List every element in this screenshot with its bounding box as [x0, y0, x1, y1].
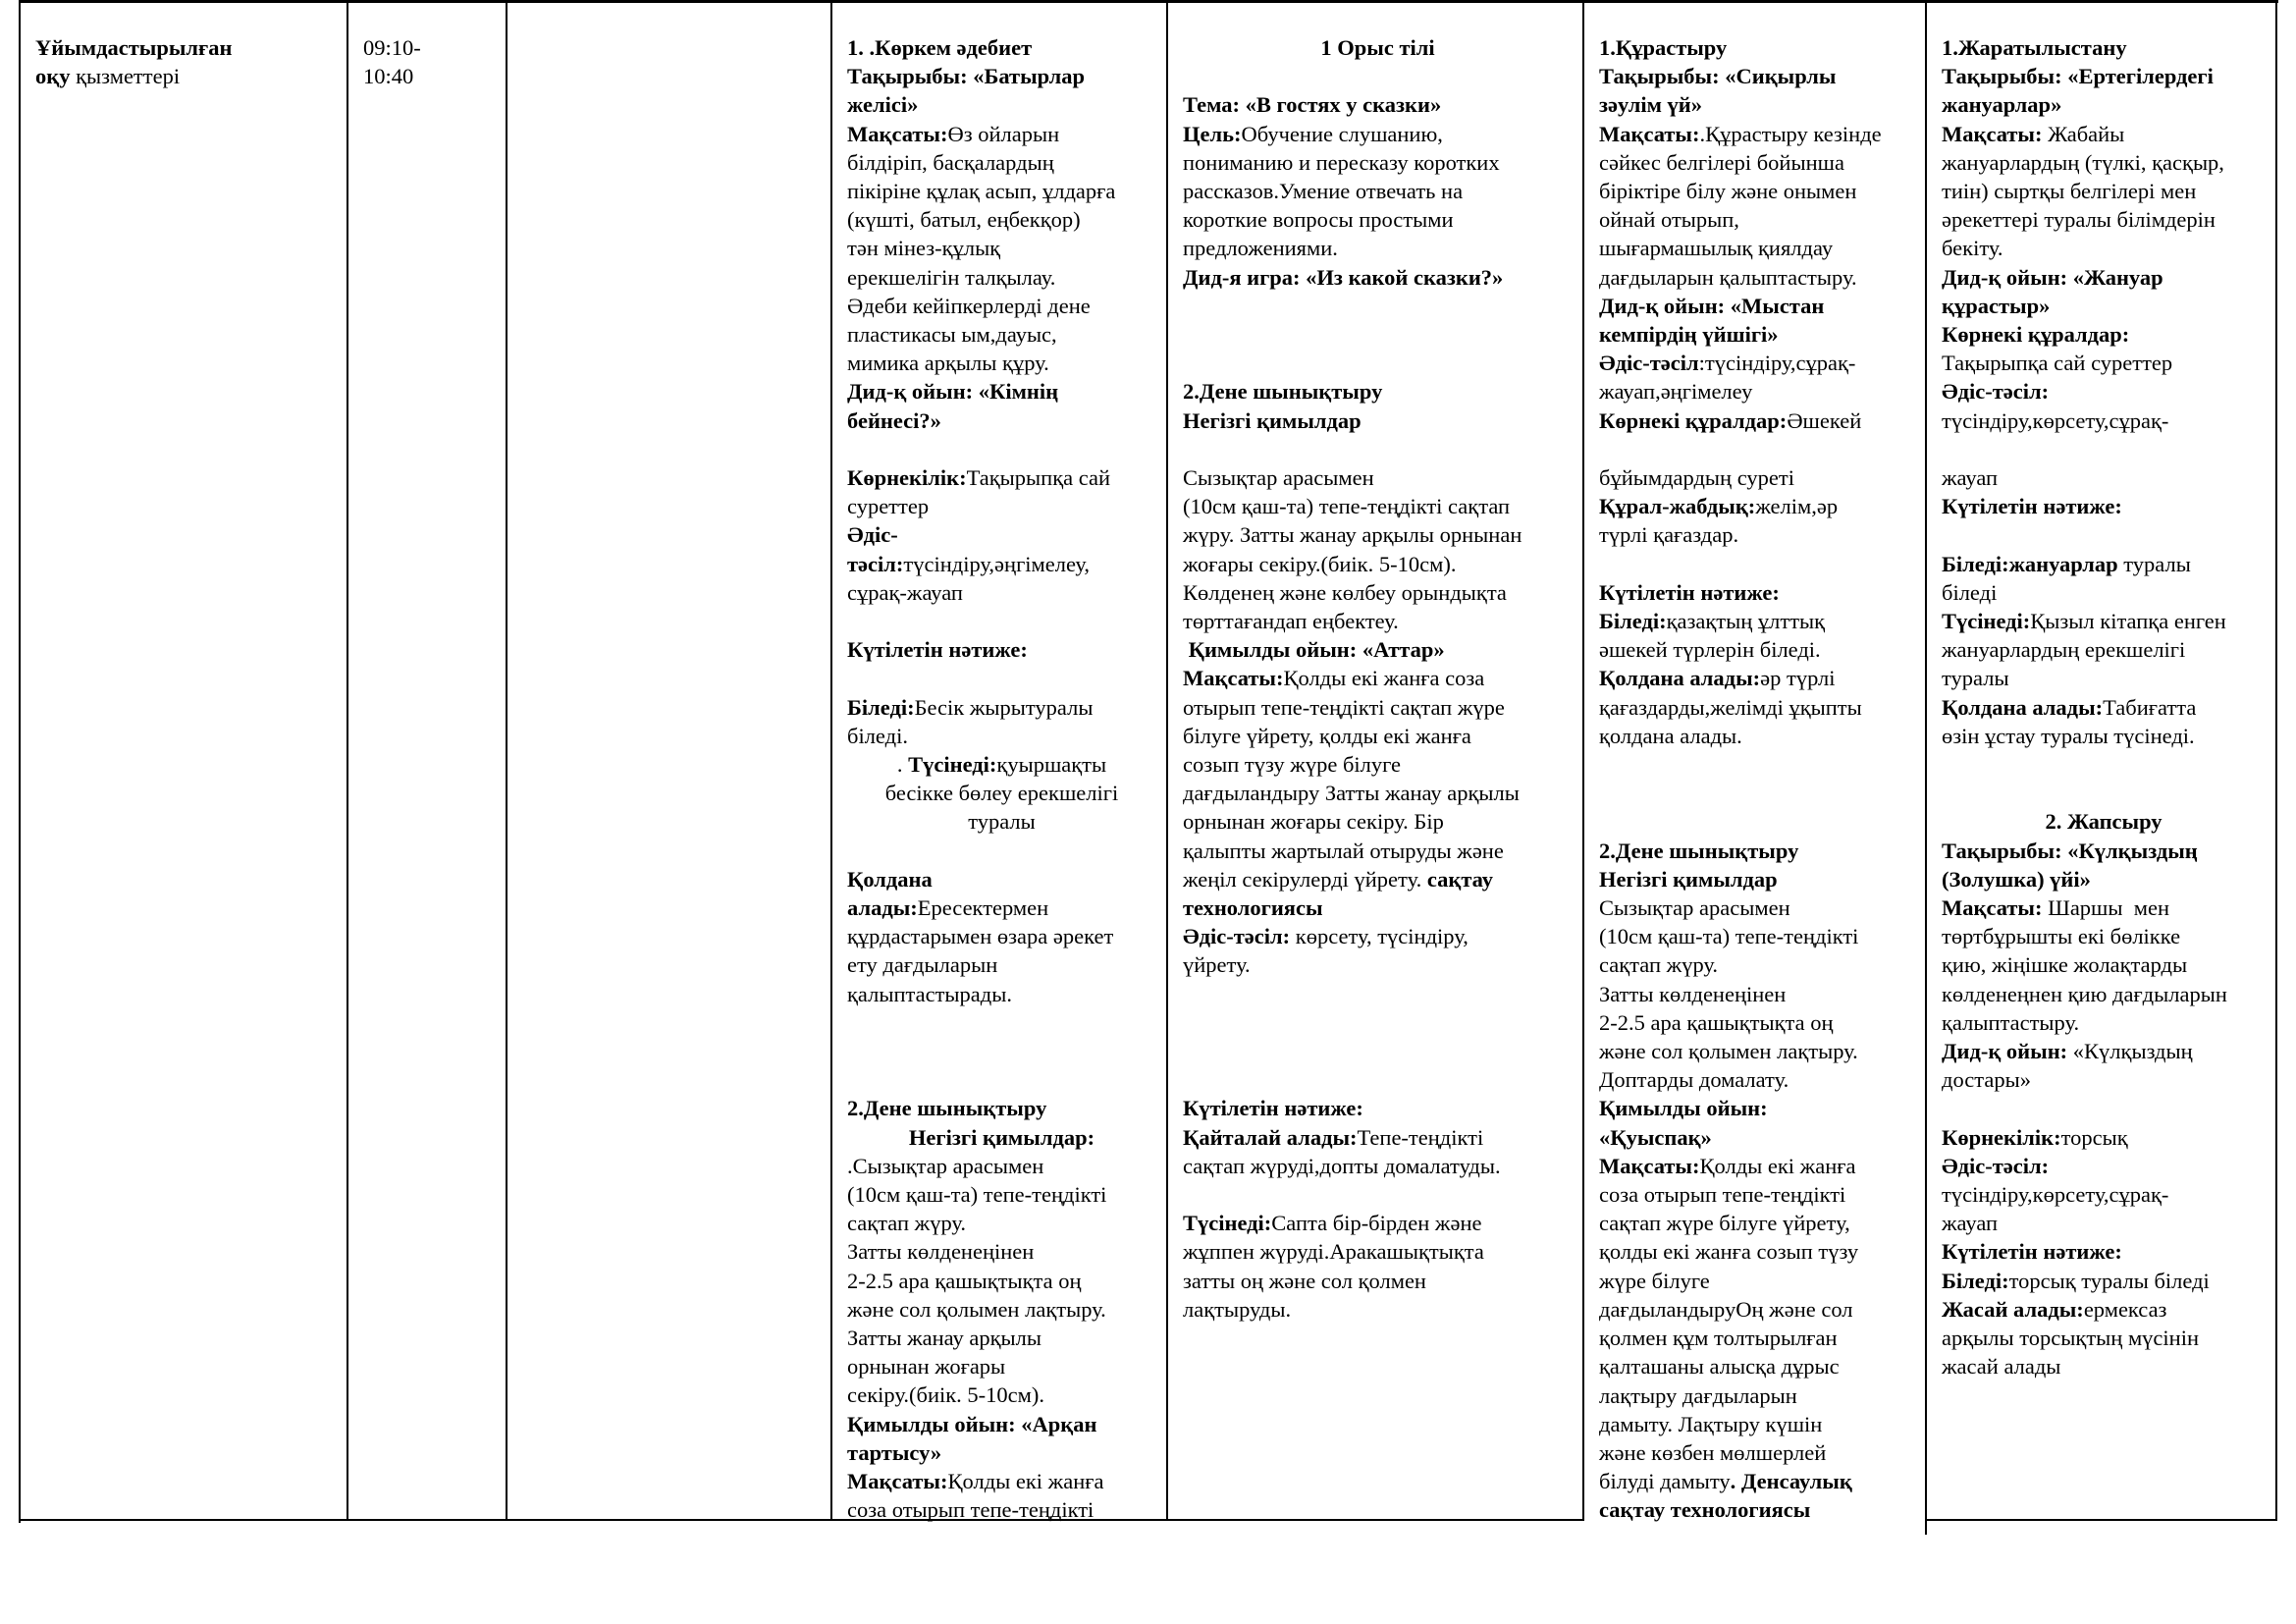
- game-label: Дид-қ ойын:: [1942, 1039, 2068, 1064]
- text-line: соза отырып тепе-теңдікті: [1599, 1182, 1846, 1208]
- text-line: Сызықтар арасымен: [1599, 895, 1790, 921]
- text-run: білуді дамыту: [1599, 1469, 1731, 1494]
- visuals-label: Көрнекі құралдар:: [1942, 322, 2130, 348]
- goal-text: Жабайы: [2042, 121, 2125, 146]
- text-line: жұппен жүруді.Аракашықтықта: [1183, 1239, 1484, 1265]
- lesson-title: 2.Дене шынықтыру: [1183, 379, 1383, 405]
- topic-line: Тема: «В гостях у сказки»: [1183, 92, 1442, 118]
- text-line: лақтыру дағдыларын: [1599, 1382, 1797, 1408]
- text-line: лақтыруды.: [1183, 1296, 1292, 1322]
- can-apply-label: Қолдана алады:: [1599, 666, 1761, 691]
- visuals-line: [1599, 406, 1915, 435]
- understands-line: [1942, 607, 2266, 635]
- game-line: Дид-қ ойын: «Кімнің: [847, 379, 1059, 405]
- goal-line: [1942, 893, 2266, 922]
- goal-line: [1599, 120, 1915, 148]
- cell-day-2: [1168, 3, 1584, 1521]
- text-line: [1599, 1467, 1915, 1495]
- visuals-label: Көрнекілік:: [1942, 1124, 2061, 1150]
- text-line: түсіндіру,көрсету,сұрақ-: [1942, 407, 2169, 433]
- text-line: пониманию и пересказу коротких: [1183, 149, 1500, 175]
- goal-label: Мақсаты:: [847, 1469, 948, 1494]
- can-apply-text: Табиғатта: [2103, 694, 2197, 720]
- text-line: Затты көлденеңінен: [1599, 981, 1787, 1006]
- text-line: Тақырыпқа сай суреттер: [1942, 351, 2173, 376]
- goal-text: Өз ойларын: [947, 121, 1060, 146]
- method-line: [1599, 349, 1915, 377]
- goal-label: Мақсаты:: [1599, 121, 1700, 146]
- knows-line: [847, 693, 1156, 722]
- text-line: жүру. Затты жанау арқылы орнынан: [1183, 522, 1522, 548]
- text-line: секіру.(биік. 5-10см).: [847, 1382, 1045, 1408]
- can-repeat-text: Тепе-теңдікті: [1357, 1124, 1484, 1150]
- text-line: достары»: [1942, 1067, 2031, 1093]
- text-line: әшекей түрлерін біледі.: [1599, 637, 1821, 663]
- text-line: көлденеңнен қию дағдыларын: [1942, 981, 2227, 1006]
- goal-label: Мақсаты:: [847, 121, 948, 146]
- text-line: қалташаны алысқа дұрыс: [1599, 1354, 1840, 1380]
- activity-type-subtitle: [35, 62, 337, 90]
- can-repeat-label: Қайталай алады:: [1183, 1124, 1358, 1150]
- text-line: қалыптастыру.: [1942, 1009, 2080, 1035]
- text-line: төртбұрышты екі бөлікке: [1942, 924, 2181, 949]
- knows-text: Бесік жырытуралы: [914, 694, 1094, 720]
- text-line: (күшті, батыл, еңбекқор): [847, 207, 1081, 233]
- game-line: [1942, 1037, 2266, 1065]
- text-line: бекіту.: [1942, 236, 2003, 261]
- equipment-label: Құрал-жабдық:: [1599, 494, 1756, 519]
- text-line: біріктіре білу және онымен: [1599, 179, 1857, 204]
- schedule-table: [19, 0, 2278, 1523]
- visuals-text: Тақырыпқа сай: [966, 465, 1111, 491]
- method-text: :түсіндіру,сұрақ-: [1698, 351, 1856, 376]
- goal-text: Қолды екі жанға: [947, 1469, 1104, 1494]
- time-end: 10:40: [363, 64, 414, 89]
- can-apply-label: Қолдана: [847, 866, 933, 892]
- knows-line: [1942, 1267, 2266, 1295]
- text-line: ету дағдыларын: [847, 952, 998, 978]
- text-line: суреттер: [847, 494, 930, 519]
- game-line: бейнесі?»: [847, 407, 941, 433]
- text-line: пластикасы ым,дауыс,: [847, 322, 1057, 348]
- understands-text: Сапта бір-бірден және: [1271, 1211, 1482, 1236]
- text-line: және сол қолымен лақтыру.: [847, 1296, 1106, 1322]
- text-line: жасай алады: [1942, 1354, 2061, 1380]
- text-line: сақтап жүре білуге үйрету,: [1599, 1211, 1850, 1236]
- understands-line: [847, 750, 1156, 779]
- text-line: Сызықтар арасымен: [1183, 465, 1374, 490]
- understands-line: [1183, 1209, 1573, 1237]
- lesson-title: 2. Жапсыру: [2045, 809, 2163, 835]
- method-line: [1183, 922, 1573, 950]
- knows-text: туралы: [2117, 551, 2191, 576]
- lesson-title: 1 Орыс тілі: [1320, 35, 1435, 60]
- expected-result-heading: Күтілетін нәтиже:: [1183, 1096, 1363, 1121]
- text-line: рассказов.Умение отвечать на: [1183, 179, 1464, 203]
- knows-line: [1942, 550, 2266, 578]
- method-label: Әдіс-тәсіл:: [1942, 1153, 2050, 1178]
- goal-line: [1183, 120, 1573, 148]
- text-line: және сол қолымен лақтыру.: [1599, 1039, 1858, 1064]
- equipment-text: желім,әр: [1755, 494, 1839, 519]
- text-line: жауап: [1942, 1211, 1999, 1236]
- goal-text: Қолды екі жанға соза: [1283, 666, 1485, 691]
- text-line: жоғары секіру.(биік. 5-10см).: [1183, 551, 1457, 576]
- can-apply-label: Қолдана алады:: [1942, 694, 2104, 720]
- text-line: отырып тепе-теңдікті сақтап жүре: [1183, 694, 1505, 720]
- game-line: Қимылды ойын: «Аттар»: [1183, 637, 1445, 663]
- cell-empty: [507, 3, 832, 1521]
- topic-line: жануарлар»: [1942, 92, 2062, 118]
- goal-line: [1599, 1152, 1915, 1180]
- can-apply-line: [1942, 693, 2266, 722]
- text-line: білуге үйрету, қолды екі жанға: [1183, 723, 1471, 748]
- expected-result-heading: Күтілетін нәтиже:: [1942, 494, 2122, 519]
- visuals-label: Көрнекі құралдар:: [1599, 407, 1788, 433]
- subheading: Негізгі қимылдар: [1599, 866, 1778, 892]
- can-apply-text: әр түрлі: [1760, 666, 1836, 691]
- text-line: төрттағандап еңбектеу.: [1183, 609, 1399, 634]
- text-line: бұйымдардың суреті: [1599, 465, 1794, 491]
- text-line: туралы: [1942, 666, 2009, 691]
- text-line: түсіндіру,көрсету,сұрақ-: [1942, 1182, 2169, 1208]
- text-line: сұрақ-жауап: [847, 579, 963, 605]
- text-line: пікіріне құлақ асып, ұлдарға: [847, 179, 1116, 204]
- goal-text: Қолды екі жанға: [1699, 1153, 1856, 1178]
- game-line: Дид-я игра: «Из какой сказки?»: [1183, 264, 1504, 290]
- text-line: 2-2.5 ара қашықтықта оң: [847, 1268, 1082, 1293]
- goal-line: [1183, 664, 1573, 692]
- activity-type-bold: оқу: [35, 64, 71, 89]
- text-line: жүре білуге: [1599, 1268, 1710, 1293]
- visuals-line: [1942, 1123, 2266, 1152]
- topic-line: (Золушка) үйі»: [1942, 866, 2091, 892]
- method-text: көрсету, түсіндіру,: [1290, 924, 1468, 949]
- topic-line: желісі»: [847, 92, 919, 118]
- time-start: 09:10-: [363, 35, 421, 60]
- text-line: дамыту. Лақтыру күшін: [1599, 1411, 1823, 1436]
- understands-label: Түсінеді:: [1942, 609, 2031, 634]
- knows-text: қазақтың ұлттық: [1666, 609, 1826, 634]
- text-line: жануарлардың ерекшелігі: [1942, 637, 2186, 663]
- text-line: жануарлардың (түлкі, қасқыр,: [1942, 149, 2224, 175]
- lesson-title: 1.Құрастыру: [1599, 35, 1728, 60]
- method-text: түсіндіру,әңгімелеу,: [903, 551, 1091, 576]
- goal-label: Мақсаты:: [1599, 1153, 1700, 1178]
- can-make-text: ермексаз: [2083, 1296, 2167, 1322]
- text-line: тиін) сыртқы белгілері мен: [1942, 179, 2197, 204]
- visuals-line: [847, 463, 1156, 492]
- game-line: құрастыр»: [1942, 293, 2051, 318]
- text-line: сақтап жүруді,допты домалатуды.: [1183, 1153, 1501, 1178]
- goal-line: [847, 1467, 1156, 1495]
- game-line: Дид-қ ойын: «Мыстан: [1599, 293, 1825, 318]
- goal-text: Обучение слушанию,: [1241, 121, 1443, 146]
- understands-label: Түсінеді:: [1183, 1211, 1272, 1236]
- text-line: жауап,әңгімелеу: [1599, 379, 1753, 405]
- text-line: қолдана алады.: [1599, 723, 1742, 748]
- equipment-line: [1599, 492, 1915, 520]
- lesson-title: 1. .Көркем әдебиет: [847, 35, 1033, 60]
- text-line: біледі.: [847, 723, 908, 748]
- text-line: (10см қаш-та) тепе-теңдікті: [847, 1182, 1107, 1208]
- game-text: «Күлқыздың: [2067, 1039, 2193, 1064]
- method-label: Әдіс-тәсіл:: [1942, 379, 2050, 405]
- understands-label: Түсінеді:: [908, 752, 997, 778]
- text-line: және көзбен мөлшерлей: [1599, 1439, 1827, 1465]
- text-line: Затты жанау арқылы: [847, 1326, 1042, 1351]
- topic-line: Тақырыбы: «Күлқыздың: [1942, 838, 2198, 863]
- text-line: тән мінез-құлық: [847, 236, 1001, 261]
- text-line: шығармашылық қиялдау: [1599, 236, 1834, 261]
- knows-label: Біледі:: [1599, 609, 1667, 634]
- text-line: қалыпты жартылай отыруды және: [1183, 838, 1504, 863]
- text-line: Көлденең және көлбеу орындықта: [1183, 579, 1507, 605]
- health-label: сақтау технологиясы: [1599, 1497, 1811, 1523]
- health-label: . Денсаулық: [1730, 1469, 1852, 1494]
- visuals-text: Әшекей: [1787, 407, 1862, 433]
- topic-line: Тақырыбы: «Ертегілердегі: [1942, 64, 2214, 89]
- game-line: кемпірдің үйшігі»: [1599, 322, 1779, 348]
- can-repeat-line: [1183, 1123, 1573, 1152]
- text-line: қағаздарды,желімді ұқыпты: [1599, 694, 1862, 720]
- goal-label: Мақсаты:: [1183, 666, 1284, 691]
- game-line: Дид-қ ойын: «Жануар: [1942, 264, 2163, 290]
- text-line: сақтап жүру.: [847, 1211, 967, 1236]
- text-line: дағдыландыруОң және сол: [1599, 1296, 1853, 1322]
- activity-type-rest: қызметтері: [70, 64, 181, 89]
- text-line: біледі: [1942, 579, 1998, 605]
- text-line: Доптарды домалату.: [1599, 1067, 1789, 1093]
- method-label: тәсіл:: [847, 551, 904, 576]
- cell-day-4: [1927, 3, 2277, 1521]
- knows-label: Біледі:: [1942, 1268, 2009, 1293]
- understands-text: Қызыл кітапқа енген: [2030, 609, 2226, 634]
- text-line: мимика арқылы құру.: [847, 351, 1049, 376]
- goal-line: [1942, 120, 2266, 148]
- visuals-label: Көрнекілік:: [847, 465, 967, 491]
- can-apply-line: [847, 893, 1156, 922]
- text-line: (10см қаш-та) тепе-теңдікті сақтап: [1183, 494, 1511, 519]
- understands-text: қуыршақты: [996, 752, 1107, 778]
- text-line: қию, жіңішке жолақтарды: [1942, 952, 2188, 978]
- text-line: сәйкес белгілері бойынша: [1599, 149, 1844, 175]
- text-line: сақтап жүру.: [1599, 952, 1719, 978]
- method-line: [847, 550, 1156, 578]
- method-label: Әдіс-тәсіл: [1599, 351, 1699, 376]
- text-line: өзін ұстау туралы түсінеді.: [1942, 723, 2195, 748]
- expected-result-heading: Күтілетін нәтиже:: [847, 637, 1028, 663]
- health-label: сақтау: [1426, 866, 1494, 892]
- text-line: орнынан жоғары: [847, 1354, 1006, 1380]
- game-line: «Қуыспақ»: [1599, 1124, 1712, 1150]
- goal-text: .Құрастыру кезінде: [1699, 121, 1882, 146]
- topic-line: Тақырыбы: «Сиқырлы: [1599, 64, 1837, 89]
- cell-activity-type: [21, 3, 348, 1521]
- text-line: дағдыландыру Затты жанау арқылы: [1183, 781, 1520, 806]
- text-line: үйрету.: [1183, 952, 1251, 978]
- text-line: 2-2.5 ара қашықтықта оң: [1599, 1009, 1834, 1035]
- text-line: ерекшелігін талқылау.: [847, 264, 1056, 290]
- understands-prefix: .: [896, 752, 909, 778]
- cell-time: [348, 3, 507, 1521]
- text-line: орнынан жоғары секіру. Бір: [1183, 809, 1444, 835]
- text-line: жауап: [1942, 465, 1999, 491]
- knows-label: Біледі:: [847, 694, 915, 720]
- lesson-title: 2.Дене шынықтыру: [847, 1096, 1047, 1121]
- can-apply-label: алады:: [847, 895, 918, 921]
- text-line: құрдастарымен өзара әрекет: [847, 924, 1114, 949]
- health-label: технологиясы: [1183, 895, 1323, 921]
- subheading: Негізгі қимылдар:: [908, 1124, 1095, 1150]
- text-line: дағдыларын қалыптастыру.: [1599, 264, 1857, 290]
- subheading: Негізгі қимылдар: [1183, 407, 1362, 433]
- text-line: ойнай отырып,: [1599, 207, 1739, 233]
- method-label: Әдіс-тәсіл:: [1183, 924, 1291, 949]
- goal-line: [847, 120, 1156, 148]
- text-line: Әдеби кейіпкерлерді дене: [847, 293, 1091, 318]
- text-line: [1183, 865, 1573, 893]
- expected-result-heading: Күтілетін нәтиже:: [1599, 579, 1780, 605]
- goal-text: Шаршы мен: [2042, 895, 2170, 921]
- text-line: соза отырып тепе-теңдікті: [847, 1497, 1095, 1523]
- text-line: созып түзу жүре білуге: [1183, 752, 1402, 778]
- activity-type-title: Ұйымдастырылған: [35, 35, 233, 60]
- expected-result-heading: Күтілетін нәтиже:: [1942, 1239, 2122, 1265]
- game-line: тартысу»: [847, 1439, 942, 1465]
- text-line: короткие вопросы простыми: [1183, 207, 1454, 233]
- text-line: Затты көлденеңінен: [847, 1239, 1035, 1265]
- text-line: затты оң және сол қолмен: [1183, 1268, 1426, 1293]
- text-run: жеңіл секірулерді үйрету.: [1183, 866, 1427, 892]
- goal-label: Цель:: [1183, 121, 1242, 146]
- can-make-line: [1942, 1295, 2266, 1324]
- goal-label: Мақсаты:: [1942, 895, 2043, 921]
- method-label: Әдіс-: [847, 522, 898, 548]
- topic-line: зәулім үй»: [1599, 92, 1703, 118]
- text-line: түрлі қағаздар.: [1599, 522, 1739, 548]
- lesson-title: 1.Жаратылыстану: [1942, 35, 2127, 60]
- text-line: қолды екі жанға созып түзу: [1599, 1239, 1859, 1265]
- cell-day-3: [1584, 3, 1927, 1535]
- text-line: туралы: [968, 809, 1036, 835]
- text-line: әрекеттері туралы білімдерін: [1942, 207, 2216, 233]
- text-line: білдіріп, басқалардың: [847, 149, 1054, 175]
- text-line: бесікке бөлеу ерекшелігі: [884, 781, 1119, 806]
- text-line: .Сызықтар арасымен: [847, 1153, 1044, 1178]
- can-make-label: Жасай алады:: [1942, 1296, 2084, 1322]
- lesson-title: 2.Дене шынықтыру: [1599, 838, 1799, 863]
- cell-day-1: [832, 3, 1168, 1521]
- can-apply-line: [1599, 664, 1915, 692]
- text-line: қолмен құм толтырылған: [1599, 1326, 1838, 1351]
- text-line: қалыптастырады.: [847, 981, 1012, 1006]
- knows-label: Біледі:жануарлар: [1942, 551, 2118, 576]
- can-apply-text: Ересектермен: [917, 895, 1049, 921]
- text-line: (10см қаш-та) тепе-теңдікті: [1599, 924, 1859, 949]
- topic-line: Тақырыбы: «Батырлар: [847, 64, 1085, 89]
- text-line: предложениями.: [1183, 236, 1338, 261]
- game-line: Қимылды ойын:: [1599, 1096, 1768, 1121]
- goal-label: Мақсаты:: [1942, 121, 2043, 146]
- knows-line: [1599, 607, 1915, 635]
- knows-text: торсық туралы біледі: [2008, 1268, 2210, 1293]
- text-line: арқылы торсықтың мүсінін: [1942, 1326, 2200, 1351]
- visuals-text: торсық: [2060, 1124, 2128, 1150]
- game-line: Қимылды ойын: «Арқан: [847, 1411, 1097, 1436]
